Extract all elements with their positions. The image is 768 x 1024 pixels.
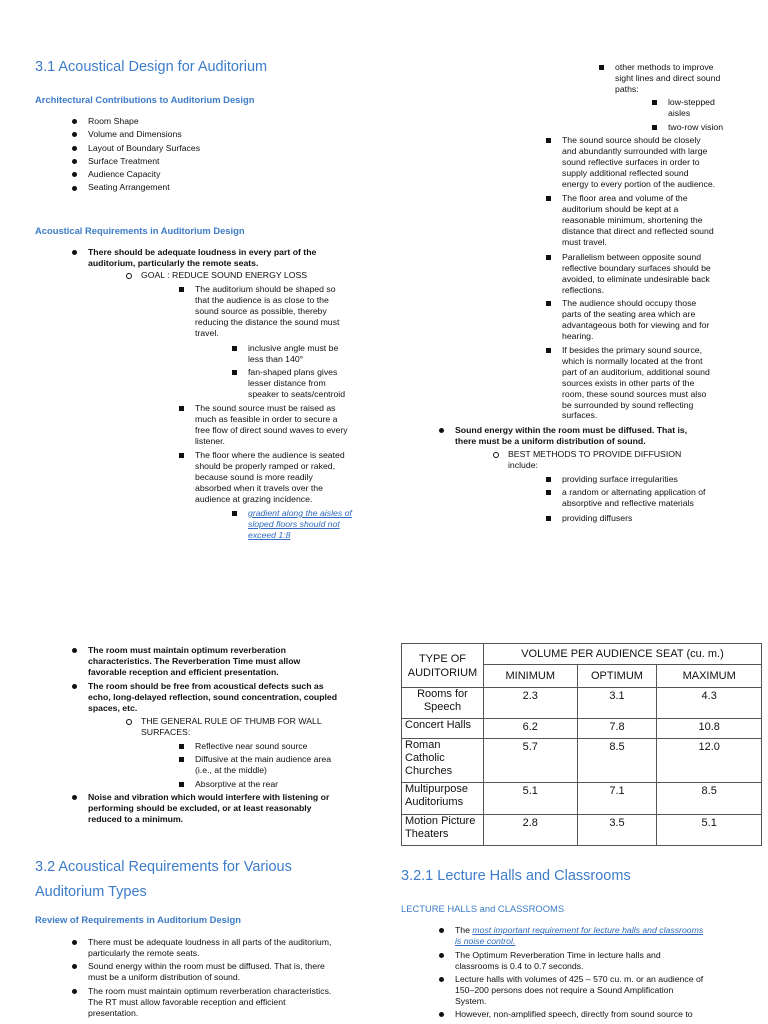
text-line: supply additional reflected sound bbox=[562, 167, 689, 178]
text-line: The floor where the audience is seated bbox=[195, 450, 345, 460]
architectural-list bbox=[88, 116, 200, 196]
text-line: System. bbox=[455, 995, 487, 1006]
opt-cell: 7.1 bbox=[577, 783, 657, 815]
text-line: auditorium, particularly the remote seats. bbox=[88, 257, 259, 268]
reverb-time-item bbox=[455, 950, 661, 972]
volume-item bbox=[455, 974, 703, 1007]
text-line: energy to every portion of the audience. bbox=[562, 178, 716, 189]
text-line: Sound energy within the room must be diffused. That is, bbox=[455, 425, 688, 435]
text-line: BEST METHODS TO PROVIDE DIFFUSION bbox=[508, 449, 682, 459]
low-stepped-item bbox=[668, 97, 715, 119]
opt-cell: 3.1 bbox=[577, 688, 657, 719]
text-line: (i.e., at the middle) bbox=[195, 764, 267, 775]
other-methods-item bbox=[615, 62, 720, 95]
text-line: The sound source should be closely bbox=[562, 135, 701, 145]
text-line: Lecture halls with volumes of 425 – 570 cu. m. or an audience of bbox=[455, 974, 704, 984]
text-line: auditorium should be kept at a bbox=[562, 203, 679, 214]
text-line: aisles bbox=[668, 107, 691, 118]
max-cell: 5.1 bbox=[657, 815, 762, 846]
text-line: sight lines and direct sound bbox=[615, 72, 721, 83]
text-line: parts of the seating area which are bbox=[562, 308, 696, 319]
rule-item bbox=[141, 716, 322, 738]
section-title-3-1: 3.1 Acoustical Design for Auditorium bbox=[35, 59, 268, 75]
loudness-item bbox=[88, 247, 316, 269]
text-line: reflections. bbox=[562, 284, 605, 295]
list-item: Seating Arrangement bbox=[88, 182, 200, 195]
text-line: The auditorium should be shaped so bbox=[195, 284, 336, 294]
text-line: because sound is more readily bbox=[195, 471, 313, 482]
text-line: travel. bbox=[195, 327, 219, 338]
text-line: distance that direct and reflected sound bbox=[562, 225, 714, 236]
min-cell: 2.3 bbox=[483, 688, 577, 719]
max-cell: 4.3 bbox=[657, 688, 762, 719]
text-line: The RT must allow favorable reception and efficient bbox=[88, 996, 286, 1007]
besides-item bbox=[562, 345, 710, 421]
text-line: Auditorium Types bbox=[35, 884, 147, 900]
list-item: Layout of Boundary Surfaces bbox=[88, 143, 200, 156]
text-line: which is normally located at the front bbox=[562, 355, 703, 366]
diffused-item bbox=[455, 425, 687, 447]
text-line: 3.2 Acoustical Requirements for Various bbox=[35, 859, 292, 875]
occupy-item bbox=[562, 298, 709, 342]
text-line: The room must maintain optimum reverberation bbox=[88, 645, 286, 655]
type-cell: Roman Catholic Churches bbox=[402, 739, 484, 783]
min-cell: 5.7 bbox=[483, 739, 577, 783]
text-line: a random or alternating application of bbox=[562, 487, 706, 497]
reverb-item bbox=[88, 645, 300, 678]
text-line: and abundantly surrounded with large bbox=[562, 145, 708, 156]
text-line: must be a uniform distribution of sound. bbox=[88, 971, 241, 982]
noise-control-link[interactable]: is noise control. bbox=[455, 935, 516, 946]
text-line: low-stepped bbox=[668, 97, 715, 107]
noise-control-item bbox=[455, 925, 703, 947]
text-line: other methods to improve bbox=[615, 62, 714, 72]
min-cell: 2.8 bbox=[483, 815, 577, 846]
floor-area-item bbox=[562, 193, 714, 248]
text-line: reflective boundary surfaces should be bbox=[562, 262, 711, 273]
text-line: The room should be free from acoustical defects such as bbox=[88, 681, 324, 691]
section-title-3-2-1: 3.2.1 Lecture Halls and Classrooms bbox=[401, 868, 631, 884]
text-line: that the audience is as close to the bbox=[195, 294, 329, 305]
text-line: reduced to a minimum. bbox=[88, 813, 184, 824]
list-item: Volume and Dimensions bbox=[88, 129, 200, 142]
defects-item bbox=[88, 681, 337, 714]
text-line: presentation. bbox=[88, 1007, 139, 1018]
text-line: absorptive and reflective materials bbox=[562, 497, 694, 508]
gradient-link[interactable]: exceed 1:8 bbox=[248, 529, 291, 540]
text-line: There must be adequate loudness in all parts of the auditorium, bbox=[88, 937, 332, 947]
text-line: Parallelism between opposite sound bbox=[562, 252, 702, 262]
opt-header: OPTIMUM bbox=[577, 665, 657, 688]
text-line: avoided, to eliminate undesirable back bbox=[562, 273, 710, 284]
text-prefix: The bbox=[455, 925, 473, 935]
text-line: free flow of direct sound waves to every bbox=[195, 424, 348, 435]
closely-item bbox=[562, 135, 715, 190]
text-line: speaker to seats/centroid bbox=[248, 388, 346, 399]
text-line: much as feasible in order to secure a bbox=[195, 413, 338, 424]
text-line: audience at grazing incidence. bbox=[195, 493, 313, 504]
text-line: must travel. bbox=[562, 236, 607, 247]
text-line: favorable reception and efficient presentation. bbox=[88, 666, 279, 677]
text-line: echo, long-delayed reflection, sound concentration, coupled bbox=[88, 691, 338, 702]
text-line: THE GENERAL RULE OF THUMB FOR WALL bbox=[141, 716, 322, 726]
type-cell: Motion Picture Theaters bbox=[402, 815, 484, 846]
text-line: characteristics. The Reverberation Time must allow bbox=[88, 655, 301, 666]
text-line: advantageous both for viewing and for bbox=[562, 319, 710, 330]
best-methods-item bbox=[508, 449, 681, 471]
table-row bbox=[402, 688, 762, 719]
noise-item bbox=[88, 792, 329, 825]
text-line: SURFACES: bbox=[141, 726, 191, 737]
shape-item bbox=[195, 284, 339, 339]
absorptive-item: Absorptive at the rear bbox=[195, 779, 279, 789]
angle-item bbox=[248, 343, 338, 365]
text-line: If besides the primary sound source, bbox=[562, 345, 703, 355]
text-line: The audience should occupy those bbox=[562, 298, 697, 308]
type-cell: Multipurpose Auditoriums bbox=[402, 783, 484, 815]
text-line: lesser distance from bbox=[248, 377, 326, 388]
min-cell: 6.2 bbox=[483, 719, 577, 739]
type-cell: Concert Halls bbox=[402, 719, 484, 739]
reverb-review-item bbox=[88, 986, 331, 1019]
review-heading: Review of Requirements in Auditorium Design bbox=[35, 914, 241, 925]
list-item: Surface Treatment bbox=[88, 156, 200, 169]
min-cell: 5.1 bbox=[483, 783, 577, 815]
opt-cell: 8.5 bbox=[577, 739, 657, 783]
text-line: part of an auditorium, additional sound bbox=[562, 366, 710, 377]
diffused-review-item bbox=[88, 961, 325, 983]
text-line: The floor area and volume of the bbox=[562, 193, 688, 203]
text-line: particularly the remote seats. bbox=[88, 947, 200, 958]
text-line: 150–200 persons does not require a Sound Amplification bbox=[455, 984, 674, 995]
text-line: absorbed when it travels over the bbox=[195, 482, 323, 493]
text-line: there must be a uniform distribution of sound. bbox=[455, 435, 646, 446]
architectural-heading: Architectural Contributions to Auditorium Design bbox=[35, 94, 255, 105]
text-line: surfaces. bbox=[562, 410, 598, 421]
noise-control-link[interactable]: most important requirement for lecture halls and classrooms bbox=[472, 925, 704, 935]
text-line: performing should be excluded, or at least reasonably bbox=[88, 802, 312, 813]
text-line: hearing. bbox=[562, 330, 594, 341]
text-line: sources exists in other parts of the bbox=[562, 377, 695, 388]
max-cell: 12.0 bbox=[657, 739, 762, 783]
parallelism-item bbox=[562, 252, 711, 296]
text-line: classrooms is 0.4 to 0.7 seconds. bbox=[455, 960, 584, 971]
diffusers-item: providing diffusers bbox=[562, 513, 633, 523]
text-line: less than 140° bbox=[248, 353, 304, 364]
gradient-item bbox=[248, 508, 352, 541]
text-line: The sound source must be raised as bbox=[195, 403, 336, 413]
requirements-heading: Acoustical Requirements in Auditorium Design bbox=[35, 225, 245, 236]
irregularities-item: providing surface irregularities bbox=[562, 474, 678, 484]
text-line: inclusive angle must be bbox=[248, 343, 339, 353]
text-line: listener. bbox=[195, 435, 225, 446]
type-cell: Rooms for Speech bbox=[402, 688, 484, 719]
volume-per-seat-table bbox=[401, 643, 762, 846]
table-row bbox=[402, 815, 762, 846]
max-cell: 10.8 bbox=[657, 719, 762, 739]
text-line: reasonable minimum, shortening the bbox=[562, 214, 703, 225]
max-cell: 8.5 bbox=[657, 783, 762, 815]
text-line: The Optimum Reverberation Time in lecture halls and bbox=[455, 950, 661, 960]
two-row-item: two-row vision bbox=[668, 122, 724, 132]
list-item: Audience Capacity bbox=[88, 169, 200, 182]
goal-item: GOAL : REDUCE SOUND ENERGY LOSS bbox=[141, 270, 308, 280]
reflective-item: Reflective near sound source bbox=[195, 741, 308, 751]
text-line: Sound energy within the room must be diffused. That is, there bbox=[88, 961, 325, 971]
max-header: MAXIMUM bbox=[657, 665, 762, 688]
text-line bbox=[455, 925, 703, 936]
opt-cell: 7.8 bbox=[577, 719, 657, 739]
text-line: spaces, etc. bbox=[88, 702, 138, 713]
text-line: sound source as possible, thereby bbox=[195, 305, 327, 316]
raised-item bbox=[195, 403, 348, 447]
diffusive-item bbox=[195, 754, 331, 776]
text-line: paths: bbox=[615, 83, 639, 94]
gradient-link[interactable]: sloped floors should not bbox=[248, 518, 340, 529]
list-item: Room Shape bbox=[88, 116, 200, 129]
text-line: should be properly ramped or raked, bbox=[195, 460, 336, 471]
min-header: MINIMUM bbox=[483, 665, 577, 688]
table-row bbox=[402, 783, 762, 815]
text-line: room, these sound sources must also bbox=[562, 388, 707, 399]
text-line: There should be adequate loudness in every part of the bbox=[88, 247, 317, 257]
text-line: Noise and vibration which would interfere with listening or bbox=[88, 792, 330, 802]
opt-cell: 3.5 bbox=[577, 815, 657, 846]
text-line: However, non-amplified speech, directly from sound source to bbox=[455, 1009, 693, 1019]
text-line: fan-shaped plans gives bbox=[248, 367, 338, 377]
text-line: sound reflective surfaces in order to bbox=[562, 156, 700, 167]
section-title-3-2 bbox=[35, 855, 292, 905]
adequate-item bbox=[88, 937, 331, 959]
volume-header: VOLUME PER AUDIENCE SEAT (cu. m.) bbox=[483, 644, 761, 665]
non-amplified-item bbox=[455, 1009, 693, 1020]
random-item bbox=[562, 487, 705, 509]
lecture-halls-subheading: LECTURE HALLS and CLASSROOMS bbox=[401, 903, 565, 914]
text-line: include: bbox=[508, 459, 538, 470]
table-row bbox=[402, 719, 762, 739]
fan-item bbox=[248, 367, 345, 400]
text-line: The room must maintain optimum reverberation characteristics. bbox=[88, 986, 332, 996]
table-row bbox=[402, 739, 762, 783]
text-line: Diffusive at the main audience area bbox=[195, 754, 332, 764]
text-line: reducing the distance the sound must bbox=[195, 316, 340, 327]
floor-item bbox=[195, 450, 345, 505]
type-header: TYPE OF AUDITORIUM bbox=[402, 644, 484, 688]
text-line: be surrounded by sound reflecting bbox=[562, 399, 694, 410]
gradient-link[interactable]: gradient along the aisles of bbox=[248, 508, 352, 518]
